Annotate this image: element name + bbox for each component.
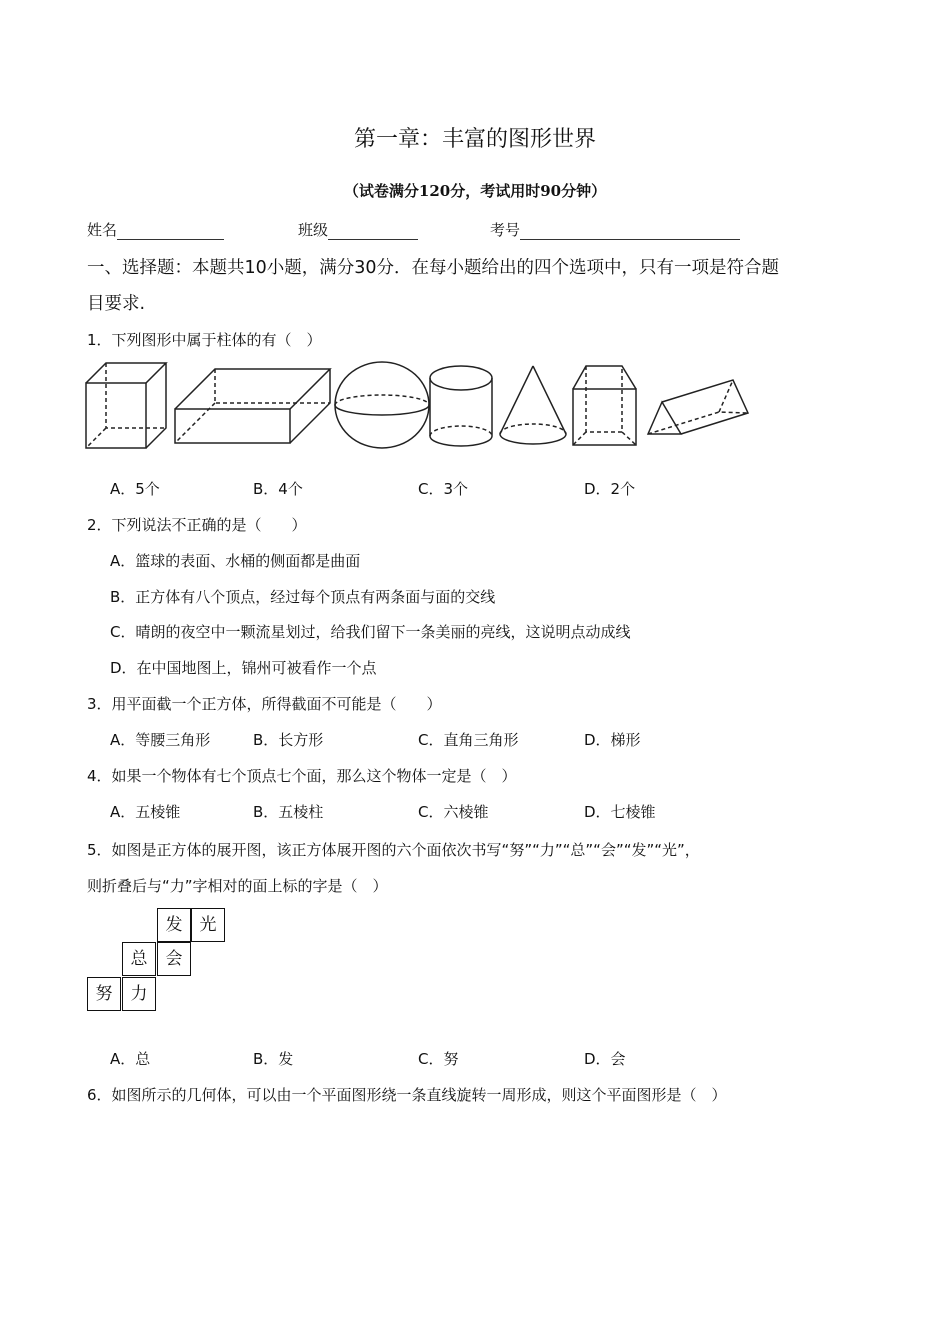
q1-option-b[interactable]: B．4个 bbox=[253, 480, 303, 498]
cone-figure bbox=[500, 366, 566, 444]
name-label: 姓名 bbox=[87, 221, 118, 239]
q1-option-a[interactable]: A．5个 bbox=[110, 480, 160, 498]
q4-stem: 4．如果一个物体有七个顶点七个面，那么这个物体一定是（ ） bbox=[87, 767, 517, 785]
q1-option-c[interactable]: C．3个 bbox=[418, 480, 469, 498]
q4-option-d[interactable]: D．七棱锥 bbox=[584, 803, 656, 821]
q5-option-c[interactable]: C．努 bbox=[418, 1050, 459, 1068]
q5-option-d[interactable]: D．会 bbox=[584, 1050, 626, 1068]
q3-stem: 3．用平面截一个正方体，所得截面不可能是（ ） bbox=[87, 695, 442, 713]
id-label: 考号 bbox=[490, 221, 521, 239]
net-cell: 力 bbox=[122, 977, 156, 1011]
q4-option-b[interactable]: B．五棱柱 bbox=[253, 803, 324, 821]
section-heading: 一、选择题：本题共10小题，满分30分．在每小题给出的四个选项中，只有一项是符合题 bbox=[87, 258, 780, 278]
cuboid-figure bbox=[175, 369, 330, 443]
triangular-prism-figure bbox=[648, 380, 748, 434]
page-title: 第一章：丰富的图形世界 bbox=[353, 127, 596, 152]
section-heading-cont: 目要求. bbox=[87, 294, 146, 314]
q1-solids-figure bbox=[0, 0, 950, 470]
q1-stem: 1．下列图形中属于柱体的有（ ） bbox=[87, 331, 322, 349]
q2-option-b[interactable]: B．正方体有八个顶点，经过每个顶点有两条面与面的交线 bbox=[110, 588, 496, 606]
q1-option-d[interactable]: D．2个 bbox=[584, 480, 636, 498]
q3-option-b[interactable]: B．长方形 bbox=[253, 731, 324, 749]
q3-option-c[interactable]: C．直角三角形 bbox=[418, 731, 519, 749]
net-cell: 发 bbox=[157, 908, 191, 942]
frustum-prism-figure bbox=[573, 366, 636, 445]
q2-option-d[interactable]: D．在中国地图上，锦州可被看作一个点 bbox=[110, 659, 377, 677]
q5-stem-cont: 则折叠后与“力”字相对的面上标的字是（ ） bbox=[87, 877, 388, 895]
class-label: 班级 bbox=[298, 221, 329, 239]
net-cell: 光 bbox=[191, 908, 225, 942]
q5-option-b[interactable]: B．发 bbox=[253, 1050, 294, 1068]
cube-figure bbox=[86, 363, 166, 448]
q3-option-a[interactable]: A．等腰三角形 bbox=[110, 731, 211, 749]
q2-stem: 2．下列说法不正确的是（ ） bbox=[87, 516, 307, 534]
q4-option-a[interactable]: A．五棱锥 bbox=[110, 803, 181, 821]
net-cell: 会 bbox=[157, 942, 191, 976]
q5-stem: 5．如图是正方体的展开图，该正方体展开图的六个面依次书写“努”“力”“总”“会”“发”“光”， bbox=[87, 841, 700, 859]
net-cell: 努 bbox=[87, 977, 121, 1011]
sphere-figure bbox=[335, 362, 429, 448]
q5-option-a[interactable]: A．总 bbox=[110, 1050, 151, 1068]
q6-stem: 6．如图所示的几何体，可以由一个平面图形绕一条直线旋转一周形成，则这个平面图形是（ ） bbox=[87, 1086, 727, 1104]
q3-option-d[interactable]: D．梯形 bbox=[584, 731, 641, 749]
q2-option-a[interactable]: A．篮球的表面、水桶的侧面都是曲面 bbox=[110, 552, 361, 570]
q2-option-c[interactable]: C．晴朗的夜空中一颗流星划过，给我们留下一条美丽的亮线，这说明点动成线 bbox=[110, 623, 631, 641]
subtitle: （试卷满分120分，考试用时90分钟） bbox=[343, 182, 607, 200]
cylinder-figure bbox=[430, 366, 492, 446]
q4-option-c[interactable]: C．六棱锥 bbox=[418, 803, 489, 821]
net-cell: 总 bbox=[122, 942, 156, 976]
